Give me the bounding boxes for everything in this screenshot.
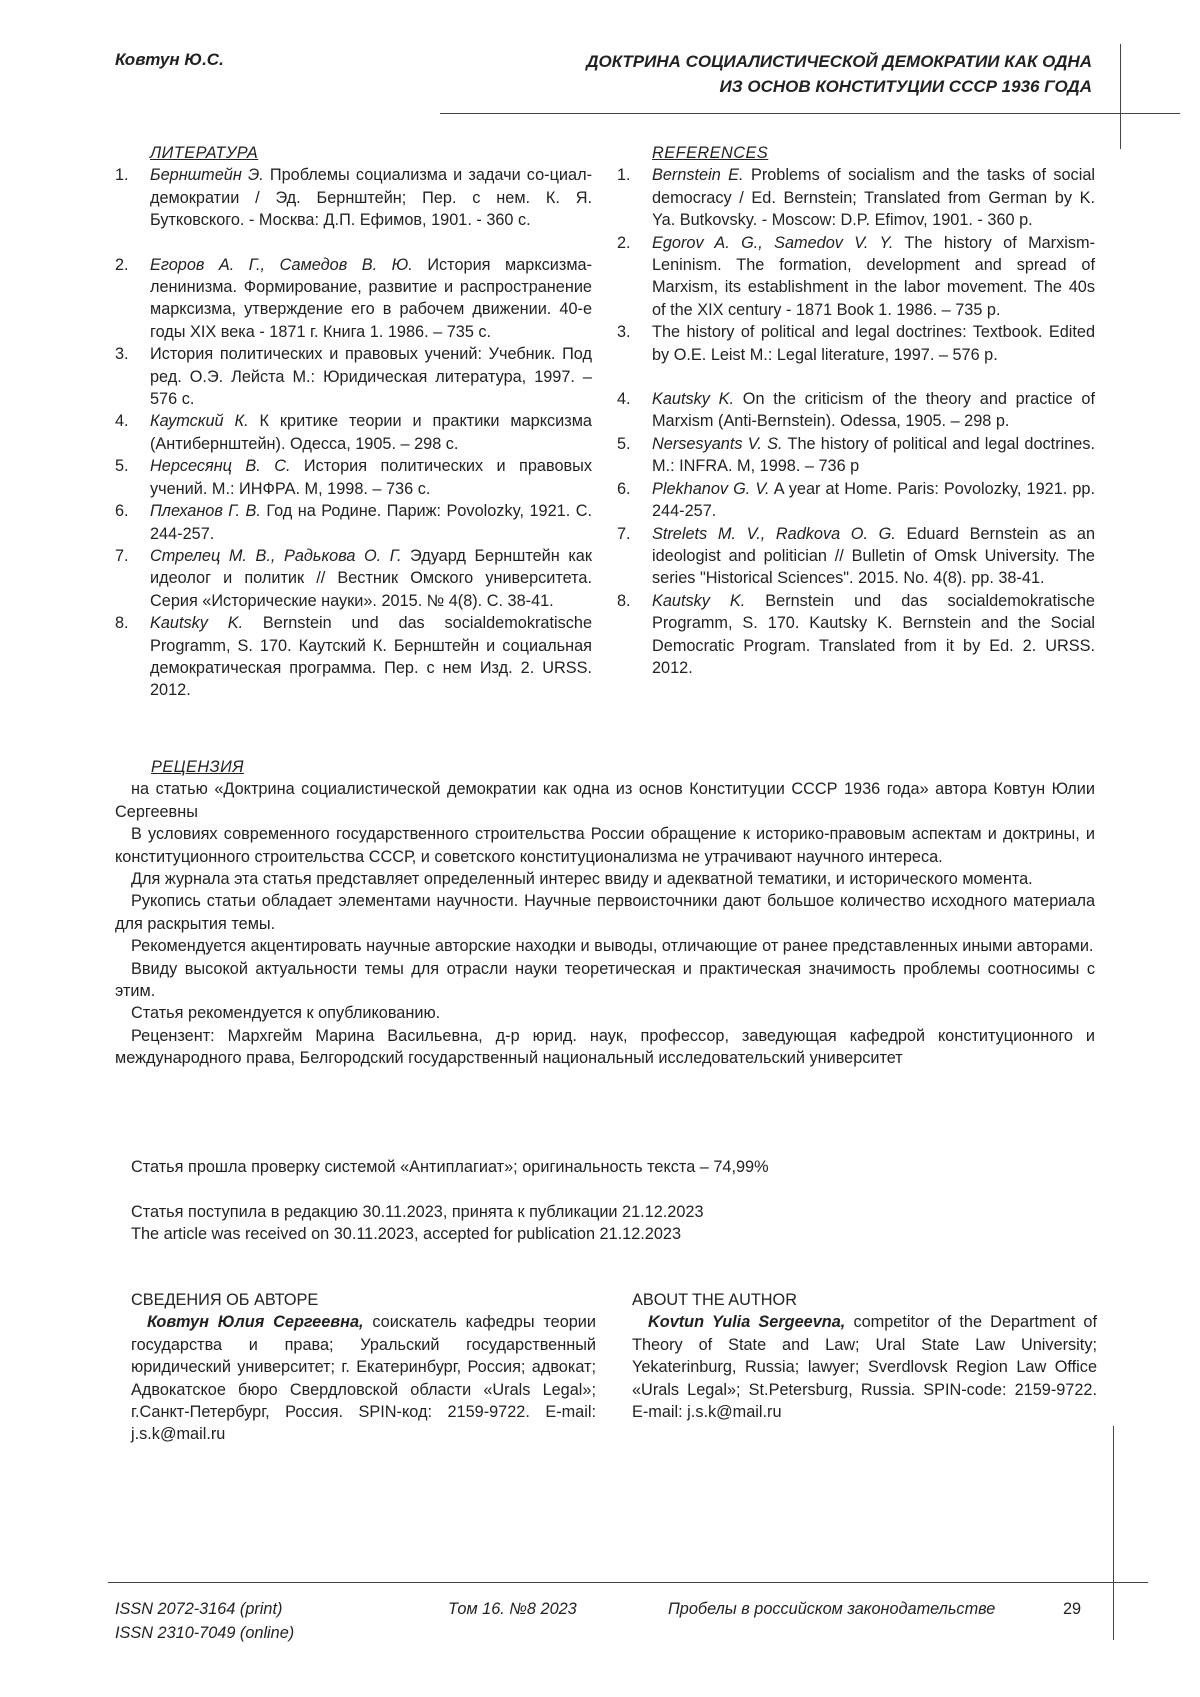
item-text: A year at Home. Paris: Povolozky, 1921. pp. 244-257. bbox=[652, 479, 1095, 521]
item-text: История марксизма-ленинизма. Формирование, развитие и распространение марксизма, утверждение его в рабочем движении. 40-е годы XIX века - 1871 г. Книга 1. 1986. – 735 с. bbox=[150, 255, 592, 341]
author-info-en bbox=[632, 1289, 1097, 1423]
item-text: The history of political and legal doctrines. M.: INFRA. M, 1998. – 736 p bbox=[652, 434, 1096, 476]
item-number: 5. bbox=[617, 434, 631, 453]
review-paragraph: Рукопись статьи обладает элементами научности. Научные первоисточники дают большое количество исходного материала для раскрытия темы. bbox=[115, 892, 1095, 933]
item-number: 8. bbox=[115, 614, 129, 633]
item-number: 2. bbox=[115, 255, 129, 274]
page-number: 29 bbox=[1063, 1600, 1082, 1618]
references-list bbox=[617, 164, 1095, 679]
header-rule bbox=[440, 113, 1180, 114]
item-text: Bernstein und das socialdemokratische Programm, S. 170. Каутский К. Бернштейн и социальная демократическая программа. Пер. с нем Изд. 2. URSS. 2012. bbox=[150, 614, 593, 700]
running-header-title-line1: ДОКТРИНА СОЦИАЛИСТИЧЕСКОЙ ДЕМОКРАТИИ КАК ОДНА bbox=[586, 52, 1092, 71]
item-author: Bernstein E. bbox=[652, 166, 744, 185]
literature-list bbox=[115, 164, 592, 701]
footer-volume: Том 16. №8 2023 bbox=[448, 1600, 577, 1618]
item-author: Плеханов Г. В. bbox=[150, 502, 261, 521]
item-text: История политических и правовых учений. М.: ИНФРА. М, 1998. – 736 с. bbox=[150, 457, 592, 498]
item-number: 1. bbox=[617, 166, 631, 185]
item-number: 4. bbox=[617, 390, 631, 409]
footer-issn bbox=[115, 1597, 294, 1645]
author-details-en: competitor of the Department of Theory of State and Law; Ural State Law University; Yekaterinburg, Russia; lawyer; Sverdlovsk Region Law Office «Urals Legal»; St.Petersburg, Russia. SPIN-code: 2159-9722. E-mail: j.s.k@mail.ru bbox=[632, 1313, 1097, 1422]
list-item bbox=[617, 590, 1095, 680]
received-en: The article was received on 30.11.2023, accepted for publication 21.12.2023 bbox=[131, 1225, 682, 1244]
item-number: 5. bbox=[115, 457, 129, 476]
item-author: Каутский К. bbox=[150, 412, 249, 431]
review-paragraph: Рекомендуется акцентировать научные авторские находки и выводы, отличающие от ранее представленных иными авторами. bbox=[131, 937, 1094, 956]
item-author: Nersesyants V. S. bbox=[652, 434, 783, 453]
item-author: Стрелец М. В., Радькова О. Г. bbox=[150, 546, 402, 565]
review-paragraph: на статью «Доктрина социалистической демократии как одна из основ Конституции СССР 1936 года» автора Ковтун Юлии Сергеевны bbox=[115, 780, 1095, 821]
list-item bbox=[115, 254, 592, 344]
item-author: Kautsky K. bbox=[652, 591, 746, 610]
author-info-ru bbox=[131, 1289, 596, 1446]
item-author: Plekhanov G. V. bbox=[652, 479, 770, 498]
author-info-en-heading: ABOUT THE AUTHOR bbox=[632, 1291, 797, 1309]
author-name-ru: Ковтун Юлия Сергеевна, bbox=[147, 1313, 364, 1332]
item-text: The history of Marxism-Leninism. The formation, development and spread of Marxism, its establishment in the labor movement. The 40s of the XIX century - 1871 Book 1. 1986. – 735 p. bbox=[652, 233, 1095, 319]
header-crop-mark bbox=[1120, 44, 1121, 149]
issn-online: ISSN 2310-7049 (online) bbox=[115, 1624, 295, 1642]
item-text: Эдуард Бернштейн как идеолог и политик // Вестник Омского университета. Серия «Исторические науки». 2015. № 4(8). С. 38-41. bbox=[150, 546, 592, 610]
item-author: Kautsky K. bbox=[150, 614, 244, 633]
dates-note bbox=[131, 1201, 704, 1246]
footer-crop-mark bbox=[1113, 1426, 1114, 1640]
author-info-en-text bbox=[632, 1311, 1097, 1423]
item-text: On the criticism of the theory and practice of Marxism (Anti-Bernstein). Odessa, 1905. – 298 p. bbox=[652, 390, 1096, 431]
item-text: Год на Родине. Париж: Povolozky, 1921. С. 244-257. bbox=[150, 502, 592, 543]
list-item bbox=[115, 612, 592, 702]
list-item bbox=[115, 545, 592, 612]
list-item bbox=[617, 523, 1095, 590]
review-heading: РЕЦЕНЗИЯ bbox=[151, 758, 244, 776]
item-number: 4. bbox=[115, 412, 129, 431]
footer-rule bbox=[108, 1582, 1148, 1583]
list-item bbox=[617, 164, 1095, 231]
literature-heading: ЛИТЕРАТУРА bbox=[150, 144, 259, 162]
item-text: История политических и правовых учений: Учебник. Под ред. О.Э. Лейста М.: Юридическая литература, 1997. – 576 с. bbox=[150, 345, 592, 409]
item-number: 6. bbox=[115, 502, 129, 521]
item-number: 7. bbox=[617, 524, 631, 543]
running-header-title bbox=[586, 49, 1092, 99]
received-ru: Статья поступила в редакцию 30.11.2023, принята к публикации 21.12.2023 bbox=[131, 1203, 704, 1221]
item-number: 3. bbox=[115, 345, 129, 364]
item-number: 2. bbox=[617, 233, 631, 252]
author-details-ru: соискатель кафедры теории государства и права; Уральский государственный юридический университет; г. Екатеринбург, Россия; адвокат; Адвокатское бюро Свердловской области «Urals Legal»; г.Санкт-Петербург, Россия. SPIN-код: 2159-9722. E-mail: j.s.k@mail.ru bbox=[131, 1313, 596, 1444]
item-number: 7. bbox=[115, 546, 129, 565]
list-item bbox=[115, 455, 592, 500]
footer-journal-name: Пробелы в российском законодательстве bbox=[668, 1600, 996, 1618]
list-item bbox=[115, 500, 592, 545]
item-author: Егоров А. Г., Самедов В. Ю. bbox=[150, 255, 413, 274]
review-section bbox=[115, 756, 1095, 1070]
antiplagiat-note: Статья прошла проверку системой «Антиплагиат»; оригинальность текста – 74,99% bbox=[131, 1158, 769, 1176]
item-author: Нерсесянц В. С. bbox=[150, 457, 291, 476]
item-number: 8. bbox=[617, 591, 631, 610]
list-item bbox=[617, 232, 1095, 322]
list-item bbox=[115, 343, 592, 410]
item-number: 6. bbox=[617, 479, 631, 498]
item-text: Bernstein und das socialdemokratische Programm, S. 170. Kautsky K. Bernstein and the Social Democratic Program. Translated from it by Ed. 2. URSS. 2012. bbox=[652, 591, 1095, 677]
references-section bbox=[617, 142, 1095, 679]
reviewer-paragraph: Рецензент: Мархгейм Марина Васильевна, д-р юрид. наук, профессор, заведующая кафедрой конституционного и международного права, Белгородский государственный национальный исследовательский университет bbox=[115, 1026, 1095, 1068]
item-author: Kautsky K. bbox=[652, 390, 735, 409]
author-name-en: Kovtun Yulia Sergeevna, bbox=[648, 1313, 846, 1332]
item-text: The history of political and legal doctrines: Textbook. Edited by O.E. Leist M.: Legal literature, 1997. – 576 p. bbox=[652, 323, 1095, 364]
list-item bbox=[617, 478, 1095, 523]
list-item bbox=[115, 410, 592, 455]
item-author: Egorov A. G., Samedov V. Y. bbox=[652, 233, 894, 252]
item-text: К критике теории и практики марксизма (Антибернштейн). Одесса, 1905. – 298 с. bbox=[150, 412, 592, 453]
review-paragraph: Статья рекомендуется к опубликованию. bbox=[131, 1004, 441, 1023]
review-paragraph: Ввиду высокой актуальности темы для отрасли науки теоретическая и практическая значимость проблемы соотносимы с этим. bbox=[115, 959, 1095, 1001]
author-info-ru-heading: СВЕДЕНИЯ ОБ АВТОРЕ bbox=[131, 1291, 319, 1309]
item-author: Бернштейн Э. bbox=[150, 166, 264, 185]
item-text: Eduard Bernstein as an ideologist and politician // Bulletin of Omsk University. The series "Historical Sciences". 2015. No. 4(8). pp. 38-41. bbox=[652, 524, 1096, 588]
item-number: 3. bbox=[617, 323, 631, 342]
running-header-title-line2: ИЗ ОСНОВ КОНСТИТУЦИИ СССР 1936 ГОДА bbox=[719, 77, 1092, 96]
item-number: 1. bbox=[115, 166, 129, 185]
list-item bbox=[617, 388, 1095, 433]
issn-print: ISSN 2072-3164 (print) bbox=[115, 1600, 283, 1618]
literature-section bbox=[115, 142, 592, 702]
review-paragraph: В условиях современного государственного строительства России обращение к историко-правовым аспектам и доктрины, и конституционного строительства СССР, и советского конституционализма не утрачивают научного интереса. bbox=[115, 825, 1095, 866]
references-heading: REFERENCES bbox=[652, 144, 769, 162]
item-author: Strelets M. V., Radkova O. G. bbox=[652, 524, 896, 543]
running-header-author: Ковтун Ю.С. bbox=[115, 50, 224, 69]
list-item bbox=[617, 433, 1095, 478]
list-item bbox=[115, 164, 592, 231]
review-paragraph: Для журнала эта статья представляет определенный интерес ввиду и адекватной тематики, и исторического момента. bbox=[131, 870, 1033, 889]
list-item bbox=[617, 321, 1095, 366]
item-text: Problems of socialism and the tasks of social democracy / Ed. Bernstein; Translated from German by K. Ya. Butkovsky. - Moscow: D.P. Efimov, 1901. - 360 p. bbox=[652, 166, 1095, 230]
author-info-ru-text bbox=[131, 1311, 596, 1445]
item-text: Проблемы социализма и задачи со-циал-демократии / Эд. Бернштейн; Пер. с нем. К. Я. Бутковского. - Москва: Д.П. Ефимов, 1901. - 360 с. bbox=[150, 166, 593, 230]
